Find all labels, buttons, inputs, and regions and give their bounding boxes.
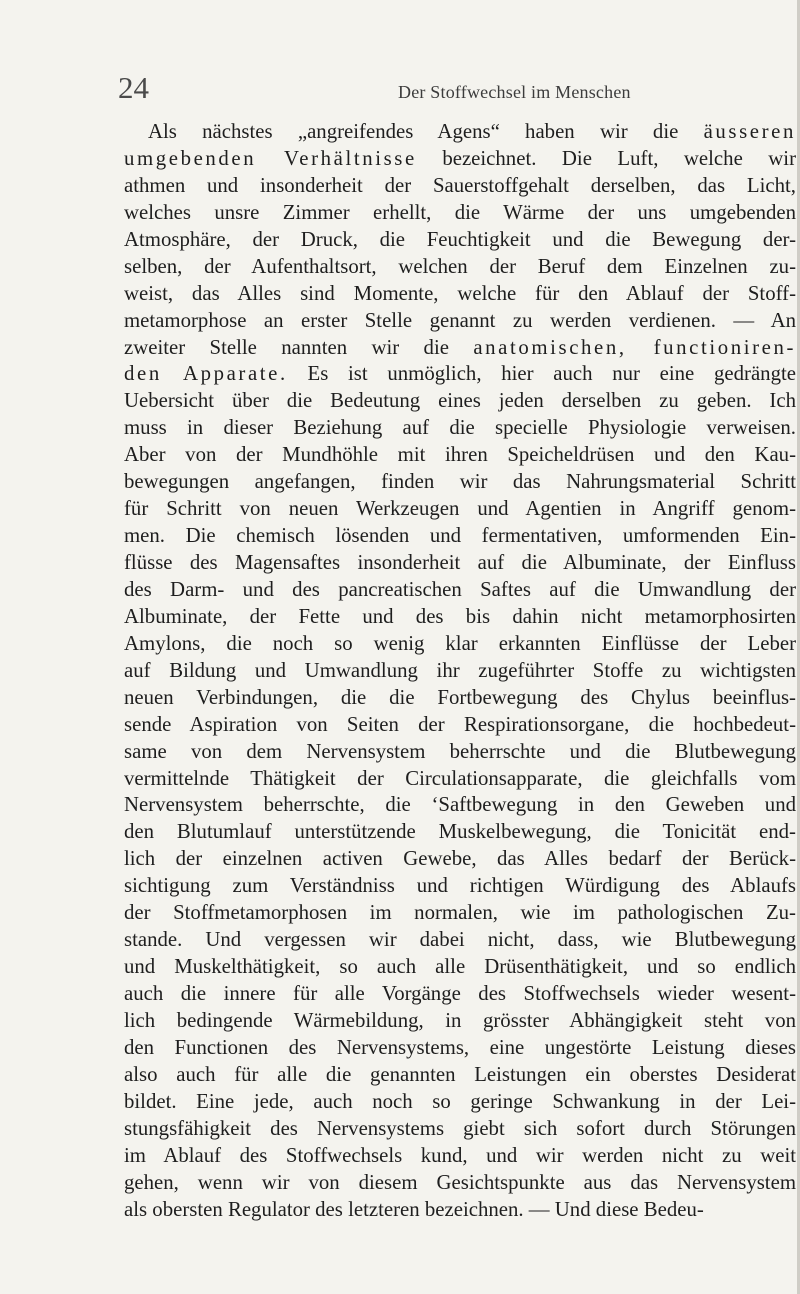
text-segment: Atmosphäre, der Druck, die Feuchtigkeit und die Bewegung der- xyxy=(124,227,796,251)
text-line xyxy=(124,335,796,362)
text-line xyxy=(124,604,796,631)
text-line xyxy=(124,254,796,281)
running-head: Der Stoffwechsel im Menschen xyxy=(398,82,631,102)
text-segment: Aber von der Mundhöhle mit ihren Speicheldrüsen und den Kau- xyxy=(124,443,796,467)
text-segment: den Functionen des Nervensystems, eine ungestörte Leistung dieses xyxy=(124,1035,796,1059)
text-segment: selben, der Aufenthaltsort, welchen der Beruf dem Einzelnen zu- xyxy=(124,254,796,278)
text-line xyxy=(124,766,796,793)
text-line xyxy=(124,1062,796,1089)
text-line xyxy=(124,173,796,200)
text-line xyxy=(124,1170,796,1197)
text-line xyxy=(124,200,796,227)
page-header xyxy=(118,72,798,112)
text-line xyxy=(124,496,796,523)
text-line xyxy=(124,1035,796,1062)
text-line xyxy=(124,523,796,550)
text-line xyxy=(124,1197,796,1224)
text-segment: stungsfähigkeit des Nervensystems giebt sich sofort durch Störungen xyxy=(124,1116,796,1140)
text-line xyxy=(124,119,796,146)
text-segment: vermittelnde Thätigkeit der Circulationsapparate, die gleichfalls vom xyxy=(124,766,796,790)
text-line xyxy=(124,712,796,739)
text-line xyxy=(124,1089,796,1116)
text-line xyxy=(124,146,796,173)
text-segment: im Ablauf des Stoffwechsels kund, und wir werden nicht zu weit xyxy=(124,1143,796,1167)
text-line xyxy=(124,927,796,954)
text-line xyxy=(124,577,796,604)
text-line xyxy=(124,819,796,846)
text-segment: Als nächstes „angreifendes Agens“ haben wir die xyxy=(148,120,704,143)
text-line xyxy=(124,1008,796,1035)
text-segment: zweiter Stelle nannten wir die xyxy=(124,335,474,359)
text-line xyxy=(124,361,796,388)
text-segment: muss in dieser Beziehung auf die specielle Physiologie verweisen. xyxy=(124,416,796,440)
text-segment: auch die innere für alle Vorgänge des Stoffwechsels wieder wesent- xyxy=(124,982,796,1005)
text-segment: lich bedingende Wärmebildung, in grösster Abhängigkeit steht von xyxy=(124,1008,796,1032)
text-line xyxy=(124,739,796,766)
text-segment: stande. Und vergessen wir dabei nicht, dass, wie Blutbewegung xyxy=(124,928,796,952)
text-segment: und Muskelthätigkeit, so auch alle Drüsenthätigkeit, und so endlich xyxy=(124,955,796,979)
emphasized-text: umgebenden Verhältnisse xyxy=(124,146,417,170)
text-segment: neuen Verbindungen, die die Fortbewegung des Chylus beeinflus- xyxy=(124,685,796,709)
text-segment: des Darm- und des pancreatischen Saftes auf die Umwandlung der xyxy=(124,577,796,601)
text-line xyxy=(124,227,796,254)
text-segment: weist, das Alles sind Momente, welche für den Ablauf der Stoff- xyxy=(124,281,796,305)
text-segment: als obersten Regulator des letzteren bezeichnen. — Und diese Bedeu- xyxy=(124,1197,704,1221)
text-segment: für Schritt von neuen Werkzeugen und Agentien in Angriff genom- xyxy=(124,497,796,521)
text-line xyxy=(124,631,796,658)
text-segment: Nervensystem beherrschte, die ‘Saftbewegung in den Geweben und xyxy=(124,793,796,817)
text-segment: men. Die chemisch lösenden und fermentativen, umformenden Ein- xyxy=(124,524,796,548)
text-segment: Es ist unmöglich, hier auch nur eine gedrängte xyxy=(287,362,796,386)
text-segment: also auch für alle die genannten Leistungen ein oberstes Desiderat xyxy=(124,1062,796,1086)
text-segment: gehen, wenn wir von diesem Gesichtspunkte aus das Nervensystem xyxy=(124,1170,796,1194)
emphasized-text: äusseren xyxy=(703,120,796,143)
text-segment: metamorphose an erster Stelle genannt zu werden verdienen. — An xyxy=(124,308,796,332)
text-segment: den Blutumlauf unterstützende Muskelbewegung, die Tonicität end- xyxy=(124,820,796,844)
text-segment: bezeichnet. Die Luft, welche wir xyxy=(416,146,796,170)
text-segment: welches unsre Zimmer erhellt, die Wärme der uns umgebenden xyxy=(124,200,796,224)
text-segment: sende Aspiration von Seiten der Respirationsorgane, die hochbedeut- xyxy=(124,712,796,736)
text-segment: lich der einzelnen activen Gewebe, das Alles bedarf der Berück- xyxy=(124,847,796,871)
emphasized-text: anatomischen, functioniren- xyxy=(473,335,796,359)
text-line xyxy=(124,442,796,469)
text-segment: Amylons, die noch so wenig klar erkannten Einflüsse der Leber xyxy=(124,631,796,655)
page-number: 24 xyxy=(118,70,149,105)
text-segment: athmen und insonderheit der Sauerstoffgehalt derselben, das Licht, xyxy=(124,173,796,197)
text-line xyxy=(124,281,796,308)
text-segment: bildet. Eine jede, auch noch so geringe Schwankung in der Lei- xyxy=(124,1089,796,1113)
text-segment: bewegungen angefangen, finden wir das Nahrungsmaterial Schritt xyxy=(124,470,796,494)
text-line xyxy=(124,658,796,685)
text-line xyxy=(124,685,796,712)
text-line xyxy=(124,792,796,819)
text-segment: Uebersicht über die Bedeutung eines jeden derselben zu geben. Ich xyxy=(124,389,796,413)
text-line xyxy=(124,900,796,927)
text-segment: auf Bildung und Umwandlung ihr zugeführter Stoffe zu wichtigsten xyxy=(124,658,796,682)
text-line xyxy=(124,388,796,415)
text-segment: same von dem Nervensystem beherrschte und die Blutbewegung xyxy=(124,739,796,763)
text-line xyxy=(124,308,796,335)
text-segment: der Stoffmetamorphosen im normalen, wie im pathologischen Zu- xyxy=(124,901,796,925)
text-line xyxy=(124,1116,796,1143)
text-line xyxy=(124,1143,796,1170)
text-line xyxy=(124,469,796,496)
text-line xyxy=(124,415,796,442)
text-line xyxy=(124,846,796,873)
text-line xyxy=(124,954,796,981)
text-line xyxy=(124,981,796,1008)
text-segment: Albuminate, der Fette und des bis dahin nicht metamorphosirten xyxy=(124,604,796,628)
text-segment: sichtigung zum Verständniss und richtigen Würdigung des Ablaufs xyxy=(124,874,796,898)
emphasized-text: den Apparate. xyxy=(124,362,288,386)
text-segment: flüsse des Magensaftes insonderheit auf die Albuminate, der Einfluss xyxy=(124,551,796,574)
text-line xyxy=(124,550,796,577)
text-line xyxy=(124,873,796,900)
body-paragraph xyxy=(124,119,796,1223)
